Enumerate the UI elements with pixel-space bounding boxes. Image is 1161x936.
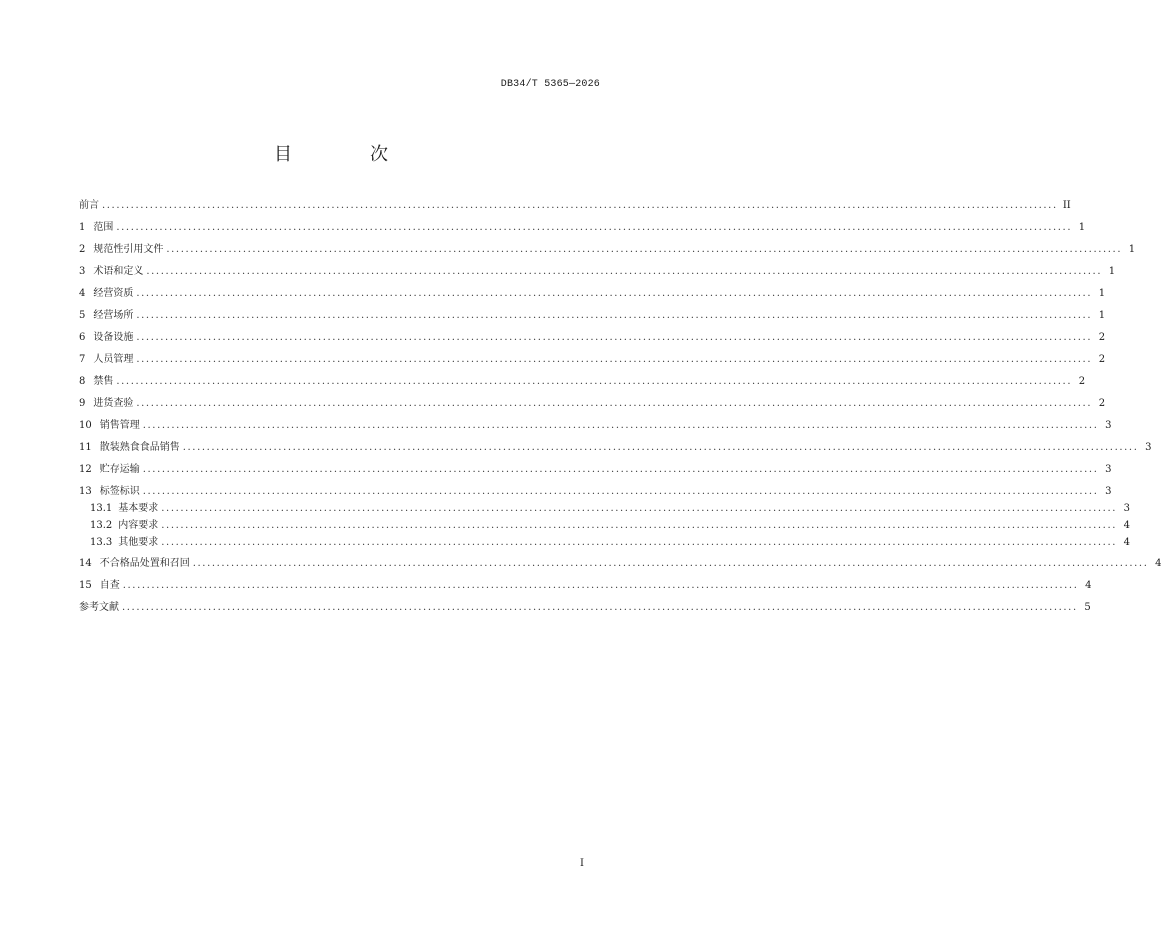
toc-entry-label: 禁售 bbox=[93, 376, 114, 387]
toc-item bbox=[79, 375, 1086, 388]
toc-page-number: 2 bbox=[1098, 354, 1106, 365]
dot-leader: ........................................................................................................................................................................................................ bbox=[122, 602, 1078, 613]
toc-item bbox=[79, 601, 1091, 614]
toc-item bbox=[79, 419, 1112, 432]
toc-entry bbox=[79, 441, 180, 454]
toc-entry-number: 13.1 bbox=[90, 503, 113, 514]
toc-entry-number: 15 bbox=[79, 580, 92, 591]
toc-entry bbox=[79, 579, 120, 592]
toc-entry-number: 1 bbox=[79, 222, 86, 233]
dot-leader: ........................................................................................................................................................................................................ bbox=[166, 244, 1123, 255]
toc-entry-number: 6 bbox=[79, 332, 86, 343]
toc-entry bbox=[79, 243, 163, 256]
toc-entry-number: 3 bbox=[79, 266, 86, 277]
toc-entry-number: 8 bbox=[79, 376, 86, 387]
toc-entry-label: 进货查验 bbox=[93, 398, 134, 409]
toc-page-number: 3 bbox=[1105, 420, 1112, 431]
toc-entry-number: 2 bbox=[79, 244, 86, 255]
toc-entry bbox=[79, 353, 133, 366]
toc-entry-label: 标签标识 bbox=[99, 486, 140, 497]
toc-entry bbox=[79, 419, 140, 432]
toc-entry bbox=[79, 463, 140, 476]
table-of-contents bbox=[79, 199, 1161, 614]
toc-entry bbox=[79, 331, 133, 344]
toc-item bbox=[79, 287, 1106, 300]
toc-entry bbox=[79, 557, 190, 570]
toc-page-number: 4 bbox=[1123, 537, 1131, 548]
toc-item bbox=[79, 309, 1106, 322]
toc-entry-label: 人员管理 bbox=[93, 354, 134, 365]
toc-entry-label: 自查 bbox=[99, 580, 120, 591]
toc-entry bbox=[79, 221, 113, 234]
toc-entry-label: 前言 bbox=[79, 200, 99, 211]
toc-entry-label: 经营资质 bbox=[93, 288, 134, 299]
toc-entry bbox=[79, 199, 99, 212]
toc-item bbox=[79, 243, 1136, 256]
toc-item bbox=[79, 463, 1112, 476]
dot-leader: ........................................................................................................................................................................................................ bbox=[122, 580, 1079, 591]
dot-leader: ........................................................................................................................................................................................................ bbox=[142, 420, 1099, 431]
toc-item bbox=[79, 265, 1116, 278]
toc-entry-label: 设备设施 bbox=[93, 332, 134, 343]
toc-page-number: 5 bbox=[1084, 602, 1091, 613]
toc-entry-number: 9 bbox=[79, 398, 86, 409]
toc-entry-number: 13.3 bbox=[90, 537, 113, 548]
toc-page-number: 2 bbox=[1098, 332, 1106, 343]
toc-entry-label: 范围 bbox=[93, 222, 114, 233]
dot-leader: ........................................................................................................................................................................................................ bbox=[192, 558, 1149, 569]
toc-entry bbox=[79, 485, 140, 498]
toc-entry-number: 13 bbox=[79, 486, 92, 497]
toc-page-number: 1 bbox=[1128, 244, 1136, 255]
toc-entry-number: 11 bbox=[79, 442, 92, 453]
dot-leader: ........................................................................................................................................................................................................ bbox=[161, 537, 1118, 548]
toc-item bbox=[79, 557, 1161, 570]
toc-page-number: II bbox=[1062, 200, 1071, 211]
toc-entry-label: 销售管理 bbox=[99, 420, 140, 431]
toc-entry-label: 术语和定义 bbox=[93, 266, 144, 277]
toc-entry-label: 贮存运输 bbox=[99, 464, 140, 475]
toc-entry bbox=[90, 502, 158, 515]
toc-entry-label: 经营场所 bbox=[93, 310, 134, 321]
dot-leader: ........................................................................................................................................................................................................ bbox=[102, 200, 1058, 211]
dot-leader: ........................................................................................................................................................................................................ bbox=[182, 442, 1139, 453]
dot-leader: ........................................................................................................................................................................................................ bbox=[136, 398, 1093, 409]
dot-leader: ........................................................................................................................................................................................................ bbox=[142, 486, 1099, 497]
toc-page-number: 4 bbox=[1123, 520, 1131, 531]
toc-entry bbox=[79, 397, 133, 410]
toc-entry-number: 7 bbox=[79, 354, 86, 365]
toc-entry-number: 5 bbox=[79, 310, 86, 321]
toc-page-number: 3 bbox=[1123, 503, 1131, 514]
toc-page-number: 4 bbox=[1155, 558, 1161, 569]
toc-entry bbox=[79, 265, 143, 278]
toc-entry-number: 14 bbox=[79, 558, 92, 569]
toc-page-number: 3 bbox=[1105, 464, 1112, 475]
toc-item bbox=[79, 441, 1152, 454]
dot-leader: ........................................................................................................................................................................................................ bbox=[136, 310, 1093, 321]
toc-page-number: 2 bbox=[1098, 398, 1106, 409]
toc-page-number: 1 bbox=[1078, 222, 1086, 233]
toc-subitem bbox=[79, 502, 1131, 515]
toc-entry bbox=[90, 519, 158, 532]
toc-item bbox=[79, 331, 1106, 344]
toc-entry-label: 不合格品处置和召回 bbox=[99, 558, 190, 569]
toc-subitem bbox=[79, 536, 1131, 549]
toc-entry bbox=[79, 601, 119, 614]
toc-entry-number: 13.2 bbox=[90, 520, 113, 531]
dot-leader: ........................................................................................................................................................................................................ bbox=[161, 503, 1118, 514]
toc-entry-number: 12 bbox=[79, 464, 92, 475]
dot-leader: ........................................................................................................................................................................................................ bbox=[136, 332, 1093, 343]
toc-entry-number: 10 bbox=[79, 420, 92, 431]
toc-item bbox=[79, 221, 1086, 234]
toc-item bbox=[79, 485, 1112, 498]
dot-leader: ........................................................................................................................................................................................................ bbox=[116, 376, 1073, 387]
toc-entry bbox=[90, 536, 158, 549]
toc-item bbox=[79, 397, 1106, 410]
toc-page-number: 1 bbox=[1098, 288, 1106, 299]
toc-page-number: 1 bbox=[1098, 310, 1106, 321]
dot-leader: ........................................................................................................................................................................................................ bbox=[116, 222, 1073, 233]
toc-entry-label: 基本要求 bbox=[118, 503, 159, 514]
page-title: 目 次 bbox=[274, 144, 418, 165]
toc-entry-number: 4 bbox=[79, 288, 86, 299]
toc-entry bbox=[79, 287, 133, 300]
toc-page-number: 3 bbox=[1145, 442, 1152, 453]
dot-leader: ........................................................................................................................................................................................................ bbox=[142, 464, 1099, 475]
toc-entry-label: 规范性引用文件 bbox=[93, 244, 164, 255]
standard-code: DB34/T 5365—2026 bbox=[500, 79, 600, 90]
dot-leader: ........................................................................................................................................................................................................ bbox=[146, 266, 1103, 277]
toc-item bbox=[79, 199, 1071, 212]
toc-entry bbox=[79, 375, 113, 388]
toc-page-number: 3 bbox=[1105, 486, 1112, 497]
toc-item bbox=[79, 353, 1106, 366]
toc-entry bbox=[79, 309, 133, 322]
toc-page-number: 2 bbox=[1078, 376, 1086, 387]
toc-entry-label: 内容要求 bbox=[118, 520, 159, 531]
toc-item bbox=[79, 579, 1092, 592]
toc-entry-label: 其他要求 bbox=[118, 537, 159, 548]
dot-leader: ........................................................................................................................................................................................................ bbox=[136, 288, 1093, 299]
toc-entry-label: 散装熟食食品销售 bbox=[99, 442, 180, 453]
dot-leader: ........................................................................................................................................................................................................ bbox=[136, 354, 1093, 365]
dot-leader: ........................................................................................................................................................................................................ bbox=[161, 520, 1118, 531]
toc-page-number: 1 bbox=[1108, 266, 1116, 277]
toc-entry-label: 参考文献 bbox=[79, 602, 119, 613]
page-number: I bbox=[580, 858, 584, 869]
toc-page-number: 4 bbox=[1085, 580, 1092, 591]
toc-subitem bbox=[79, 519, 1131, 532]
